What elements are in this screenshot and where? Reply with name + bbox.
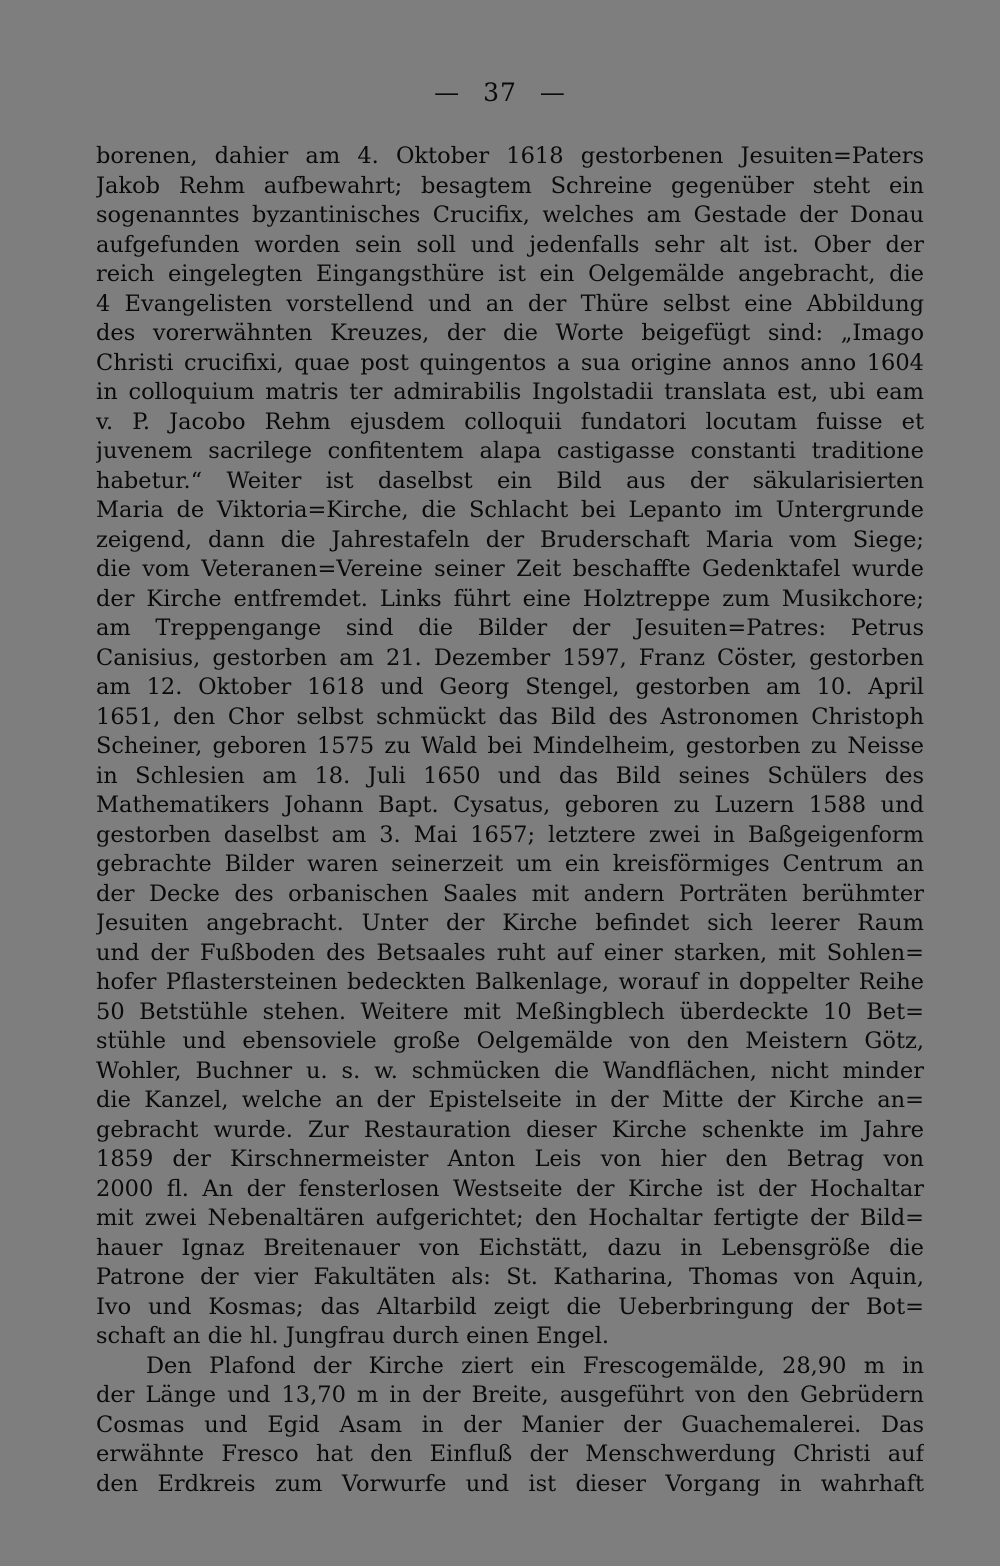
text-line: Maria de Viktoria=Kirche, die Schlacht bei Lepanto im Untergrunde — [96, 497, 924, 523]
page-number: — 37 — — [434, 78, 566, 107]
text-line: Ivo und Kosmas; das Altarbild zeigt die Ueberbringung der Bot= — [96, 1293, 924, 1320]
text-line: und der Fußboden des Betsaales ruht auf einer starken, mit Sohlen= — [96, 939, 924, 966]
text-line: gebrachte Bilder waren seinerzeit um ein kreisförmiges Centrum an — [96, 851, 924, 877]
text-line: 2000 fl. An der fensterlosen Westseite der Kirche ist der Hochaltar — [96, 1175, 924, 1202]
text-line: 1651, den Chor selbst schmückt das Bild des Astronomen Christoph — [96, 703, 924, 730]
text-line: stühle und ebensoviele große Oelgemälde von den Meistern Götz, — [96, 1028, 924, 1054]
text-line: Jakob Rehm aufbewahrt; besagtem Schreine gegenüber steht ein — [96, 172, 924, 199]
text-line: habetur.“ Weiter ist daselbst ein Bild aus der säkularisierten — [96, 467, 924, 494]
text-line: 4 Evangelisten vorstellend und an der Thüre selbst eine Abbildung — [96, 290, 924, 317]
text-line: hofer Pflastersteinen bedeckten Balkenlage, worauf in doppelter Reihe — [96, 969, 924, 995]
text-line: Patrone der vier Fakultäten als: St. Katharina, Thomas von Aquin, — [96, 1264, 924, 1290]
text-line: gebracht wurde. Zur Restauration dieser Kirche schenkte im Jahre — [96, 1116, 924, 1143]
text-line: schaft an die hl. Jungfrau durch einen Engel. — [96, 1323, 610, 1349]
text-line: juvenem sacrilege confitentem alapa castigasse constanti traditione — [96, 438, 924, 464]
text-line: Canisius, gestorben am 21. Dezember 1597, Franz Cöster, gestorben — [96, 644, 924, 671]
text-line: der Kirche entfremdet. Links führt eine Holztreppe zum Musikchore; — [96, 585, 924, 612]
text-line: erwähnte Fresco hat den Einfluß der Menschwerdung Christi auf — [96, 1441, 924, 1467]
text-line: den Erdkreis zum Vorwurfe und ist dieser Vorgang in wahrhaft — [96, 1470, 924, 1497]
text-line: v. P. Jacobo Rehm ejusdem colloquii fundatori locutam fuisse et — [96, 408, 924, 435]
text-line: mit zwei Nebenaltären aufgerichtet; den Hochaltar fertigte der Bild= — [96, 1205, 924, 1231]
text-line: die vom Veteranen=Vereine seiner Zeit beschaffte Gedenktafel wurde — [96, 556, 924, 582]
text-line: Den Plafond der Kirche ziert ein Frescogemälde, 28,90 m in — [146, 1352, 924, 1379]
text-line: gestorben daselbst am 3. Mai 1657; letztere zwei in Baßgeigenform — [96, 821, 924, 848]
text-line: Scheiner, geboren 1575 zu Wald bei Mindelheim, gestorben zu Neisse — [96, 733, 924, 759]
text-line: in colloquium matris ter admirabilis Ingolstadii translata est, ubi eam — [96, 379, 924, 405]
text-line: zeigend, dann die Jahrestafeln der Bruderschaft Maria vom Siege; — [96, 526, 924, 553]
text-line: am Treppengange sind die Bilder der Jesuiten=Patres: Petrus — [96, 615, 924, 641]
text-line: Christi crucifixi, quae post quingentos a sua origine annos anno 1604 — [96, 349, 924, 376]
text-line: der Decke des orbanischen Saales mit andern Porträten berühmter — [96, 880, 924, 907]
text-line: borenen, dahier am 4. Oktober 1618 gestorbenen Jesuiten=Paters — [96, 143, 924, 169]
text-line: sogenanntes byzantinisches Crucifix, welches am Gestade der Donau — [96, 202, 924, 228]
text-line: Jesuiten angebracht. Unter der Kirche befindet sich leerer Raum — [96, 910, 924, 936]
text-line: in Schlesien am 18. Juli 1650 und das Bild seines Schülers des — [96, 762, 924, 789]
text-line: des vorerwähnten Kreuzes, der die Worte beigefügt sind: „Imago — [96, 320, 924, 346]
text-line: die Kanzel, welche an der Epistelseite in der Mitte der Kirche an= — [96, 1087, 924, 1113]
text-line: 1859 der Kirschnermeister Anton Leis von hier den Betrag von — [96, 1146, 924, 1172]
text-line: hauer Ignaz Breitenauer von Eichstätt, dazu in Lebensgröße die — [96, 1234, 924, 1261]
text-line: reich eingelegten Eingangsthüre ist ein Oelgemälde angebracht, die — [96, 261, 924, 287]
text-line: am 12. Oktober 1618 und Georg Stengel, gestorben am 10. April — [96, 674, 924, 700]
text-line: aufgefunden worden sein soll und jedenfalls sehr alt ist. Ober der — [96, 231, 924, 258]
text-line: Mathematikers Johann Bapt. Cysatus, geboren zu Luzern 1588 und — [96, 792, 924, 818]
text-line: Cosmas und Egid Asam in der Manier der Guachemalerei. Das — [96, 1411, 924, 1438]
body-text — [96, 142, 924, 1499]
text-line: der Länge und 13,70 m in der Breite, ausgeführt von den Gebrüdern — [96, 1382, 924, 1408]
text-line: 50 Betstühle stehen. Weitere mit Meßingblech überdeckte 10 Bet= — [96, 998, 924, 1025]
text-line: Wohler, Buchner u. s. w. schmücken die Wandflächen, nicht minder — [96, 1057, 924, 1084]
